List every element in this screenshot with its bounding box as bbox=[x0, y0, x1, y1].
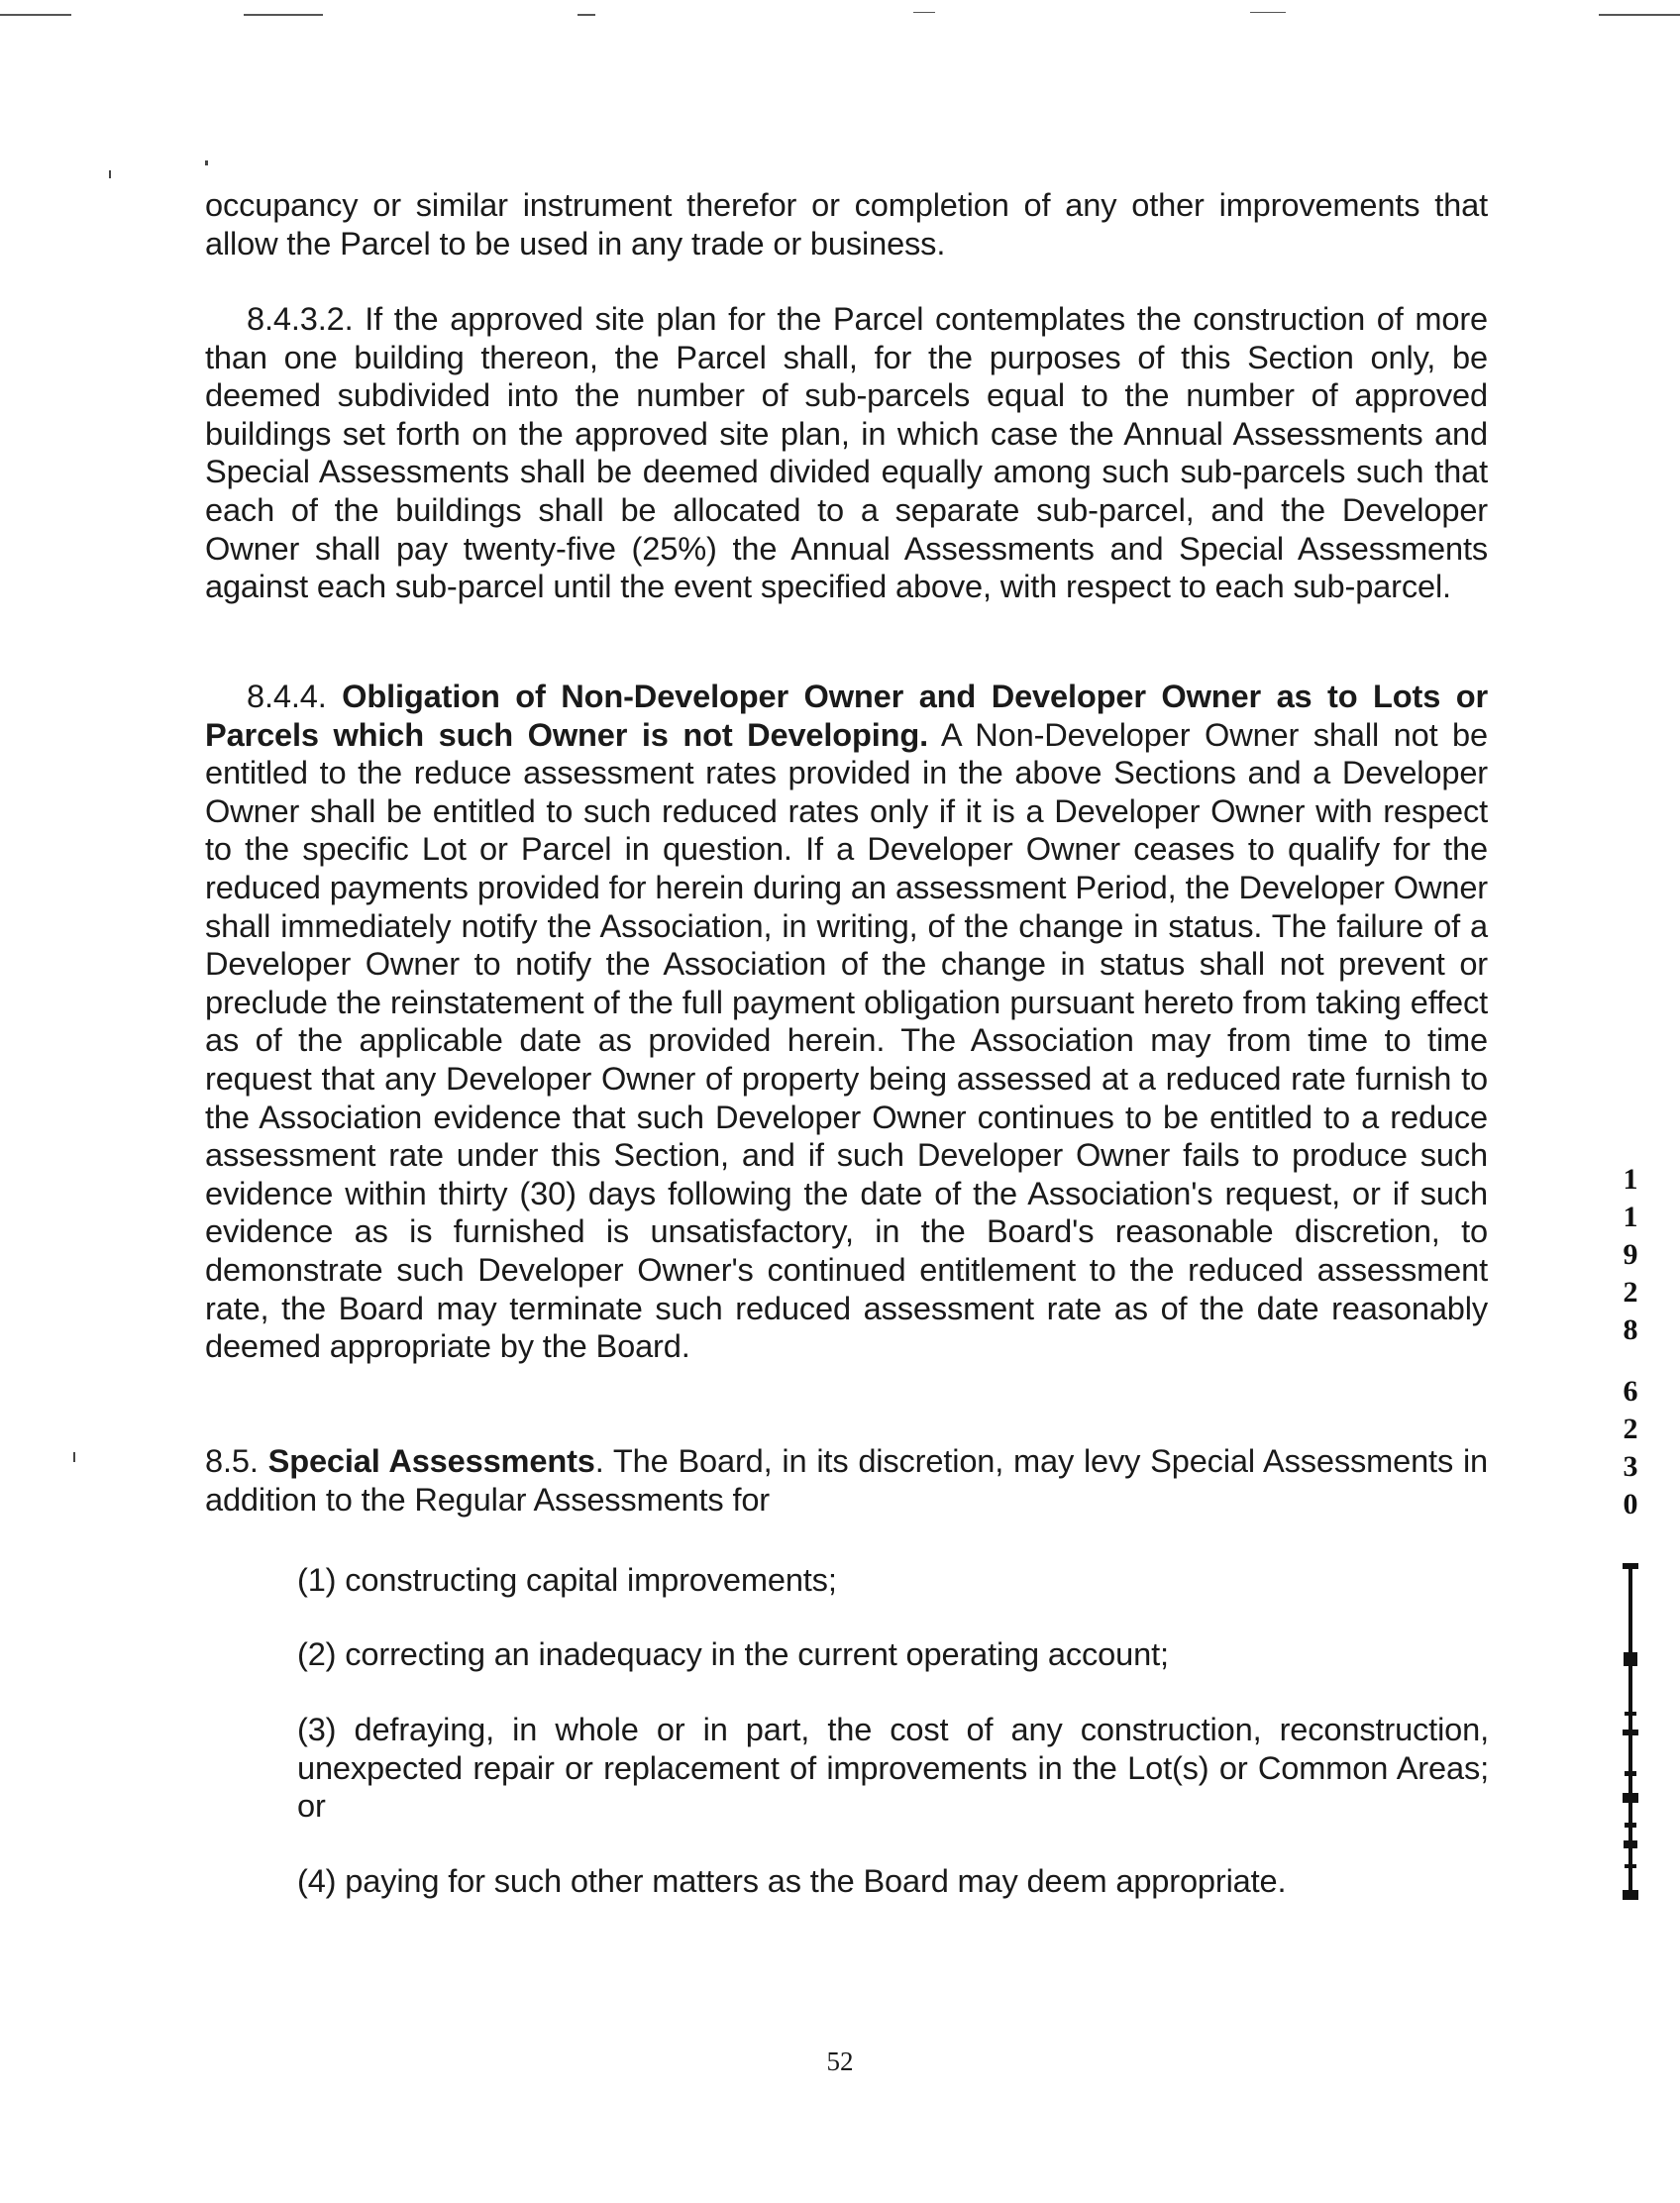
section-heading: Obligation of Non-Developer Owner and Developer Owner as to Lots or Parcels which such Owner is not Developing. bbox=[205, 678, 1489, 753]
stamp-digit: 0 bbox=[1623, 1488, 1638, 1521]
scan-speck bbox=[109, 170, 111, 178]
margin-stamp-upper bbox=[1615, 1161, 1646, 1349]
section-number: 8.5. bbox=[205, 1442, 259, 1479]
scan-mark bbox=[1250, 12, 1286, 13]
stamp-digit: 2 bbox=[1623, 1413, 1638, 1445]
stamp-digit: 8 bbox=[1623, 1313, 1638, 1346]
list-item: (1) constructing capital improvements; bbox=[297, 1561, 837, 1598]
scan-mark bbox=[0, 14, 71, 16]
scan-mark bbox=[1599, 14, 1680, 16]
scan-speck bbox=[73, 1452, 75, 1462]
scan-mark bbox=[913, 12, 935, 13]
section-8-4-3-2-paragraph bbox=[205, 300, 1488, 606]
section-text: . The Board, in its discretion, may levy Special Assessments in addition to the Regular Assessments for bbox=[205, 1442, 1489, 1518]
stamp-digit: 6 bbox=[1623, 1375, 1638, 1408]
section-8-5 bbox=[205, 1442, 1488, 1519]
section-8-5-paragraph bbox=[205, 1442, 1488, 1519]
section-text: If the approved site plan for the Parcel contemplates the construction of more than one building thereon, the Parcel shall, for the purposes of this Section only, be deemed subdivided into the number of sub-parcels equal to the number of approved buildings set forth on the approved site plan, in which case the Annual Assessments and Special Assessments shall be deemed divided equally among such sub-parcels such that each of the buildings shall be allocated to a separate sub-parcel, and the Developer Owner shall pay twenty-five (25%) the Annual Assessments and Special Assessments against each sub-parcel until the event specified above, with respect to each sub-parcel. bbox=[205, 300, 1488, 605]
list-item: (2) correcting an inadequacy in the current operating account; bbox=[297, 1635, 1169, 1672]
margin-stamp-lower bbox=[1615, 1373, 1646, 1523]
stamp-digit: 9 bbox=[1623, 1238, 1638, 1271]
section-heading: Special Assessments bbox=[267, 1442, 595, 1479]
section-number: 8.4.4. bbox=[247, 678, 327, 714]
page-number: 52 bbox=[826, 2046, 854, 2076]
section-8-4-4 bbox=[205, 678, 1488, 1366]
scan-mark bbox=[578, 14, 595, 16]
continuation-text: occupancy or similar instrument therefor or completion of any other improvements that allow the Parcel to be used in any trade or business. bbox=[205, 186, 1488, 262]
list-item: (3) defraying, in whole or in part, the cost of any construction, reconstruction, unexpected repair or replacement of improvements in the Lot(s) or Common Areas; or bbox=[297, 1711, 1489, 1825]
scan-mark bbox=[244, 14, 323, 16]
scan-speck bbox=[205, 160, 208, 165]
stamp-digit: 1 bbox=[1623, 1163, 1638, 1196]
section-number: 8.4.3.2. bbox=[247, 300, 354, 337]
section-8-4-3-2 bbox=[205, 300, 1488, 606]
barcode-mark bbox=[1615, 1563, 1646, 1900]
list-item: (4) paying for such other matters as the Board may deem appropriate. bbox=[297, 1862, 1287, 1899]
section-text: A Non-Developer Owner shall not be entitled to the reduce assessment rates provided in the above Sections and a Developer Owner shall be entitled to such reduced rates only if it is a Developer Owner with respect to the specific Lot or Parcel in question. If a Developer Owner ceases to qualify for the reduced payments provided for herein during an assessment Period, the Developer Owner shall immediately notify the Association, in writing, of the change in status. The failure of a Developer Owner to notify the Association of the change in status shall not prevent or preclude the reinstatement of the full payment obligation pursuant hereto from taking effect as of the applicable date as provided herein. The Association may from time to time request that any Developer Owner of property being assessed at a reduced rate furnish to the Association evidence that such Developer Owner continues to be entitled to a reduce assessment rate under this Section, and if such Developer Owner fails to produce such evidence within thirty (30) days following the date of the Association's request, or if such evidence as is furnished is unsatisfactory, in the Board's reasonable discretion, to demonstrate such Developer Owner's continued entitlement to the reduced assessment rate, the Board may terminate such reduced assessment rate as of the date reasonably deemed appropriate by the Board. bbox=[205, 715, 1488, 1365]
stamp-digit: 1 bbox=[1623, 1201, 1638, 1233]
stamp-digit: 2 bbox=[1623, 1276, 1638, 1309]
section-8-4-4-paragraph bbox=[205, 678, 1488, 1366]
continuation-paragraph bbox=[205, 186, 1488, 262]
stamp-digit: 3 bbox=[1623, 1450, 1638, 1483]
